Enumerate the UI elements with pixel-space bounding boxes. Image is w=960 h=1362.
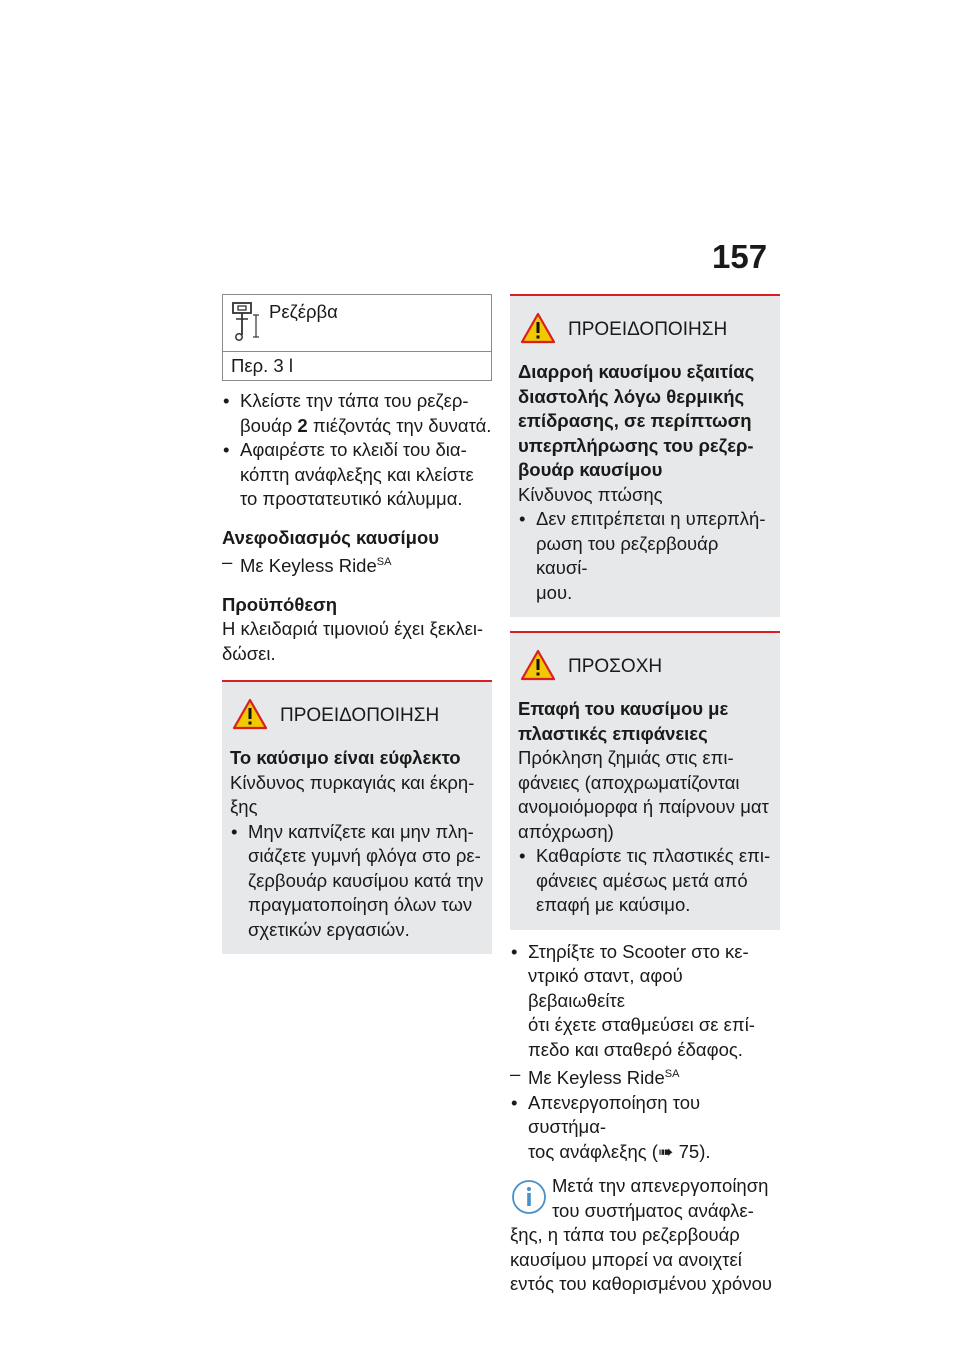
left-column — [222, 294, 492, 954]
info-text: Μετά την απενεργοποίηση του συστήματος ανάφλε- ξης, η τάπα του ρεζερβουάρ καυσίμου μπορεί να ανοιχτεί εντός του καθορισμένου χρόνου — [510, 1175, 772, 1294]
list-item: • Κλείστε την τάπα του ρεζερ- βουάρ 2 πιέζοντάς την δυνατά. — [222, 389, 492, 438]
warning-label: ΠΡΟΕΙΔΟΠΟΙΗΣΗ — [568, 319, 728, 340]
prerequisite-text: Η κλειδαριά τιμονιού έχει ξεκλει- δώσει. — [222, 618, 484, 664]
page-reference-arrow-icon: ➠ — [657, 1140, 674, 1162]
spec-table — [222, 294, 492, 381]
section-heading: Ανεφοδιασμός καυσίμου — [222, 526, 440, 548]
warning-heading: Διαρροή καυσίμου εξαιτίας διαστολής λόγω θερμικής επίδρασης, σε περίπτωση υπερπλήρωσης του ρεζερ- βουάρ καυσίμου — [518, 361, 755, 480]
caution-risk: Πρόκληση ζημιάς στις επι- φάνειες (αποχρωματίζονται ανομοιόμορφα ή παίρνουν ματ απόχρωση) — [518, 747, 769, 842]
warning-box — [222, 680, 492, 954]
spec-value: Περ. 3 l — [231, 355, 293, 376]
list-item: • Στηρίξτε το Scooter στο κε- ντρικό σταντ, αφού βεβαιωθείτε ότι έχετε σταθμεύσει σε επί- πεδο και σταθερό έδαφος. — [510, 940, 780, 1063]
caution-action: • Καθαρίστε τις πλαστικές επι- φάνειες αμέσως μετά από επαφή με καύσιμο. — [518, 844, 772, 918]
warning-triangle-icon — [232, 698, 268, 735]
warning-box — [510, 294, 780, 617]
warning-heading: Το καύσιμο είναι εύφλεκτο — [230, 747, 461, 768]
list-item: • Απενεργοποίηση του συστήμα- τος ανάφλεξης (➠ 75). — [510, 1091, 780, 1165]
warning-label: ΠΡΟΕΙΔΟΠΟΙΗΣΗ — [280, 705, 440, 726]
info-icon — [510, 1178, 548, 1221]
info-note — [510, 1174, 780, 1297]
prerequisite-heading: Προϋπόθεση — [222, 593, 338, 615]
warning-risk: Κίνδυνος πτώσης — [518, 483, 663, 505]
list-item: • Αφαιρέστε το κλειδί του δια- κόπτη ανάφλεξης και κλείστε το προστατευτικό κάλυμμα. — [222, 438, 492, 512]
warning-action: • Μην καπνίζετε και μην πλη- σιάζετε γυμνή φλόγα στο ρε- ζερβουάρ καυσίμου κατά την πραγματοποίηση όλων των σχετικών εργασιών. — [230, 820, 484, 943]
keyless-note: – Με Keyless Ride$^{SA}$ — [510, 1062, 780, 1091]
warning-triangle-icon — [520, 312, 556, 349]
caution-heading: Επαφή του καυσίμου με πλαστικές επιφάνειες — [518, 698, 729, 744]
warning-risk: Κίνδυνος πυρκαγιάς και έκρη- ξης — [230, 771, 475, 817]
right-column — [510, 294, 780, 1297]
warning-action: • Δεν επιτρέπεται η υπερπλή- ρωση του ρεζερβουάρ καυσί- μου. — [518, 507, 772, 605]
page-reference-link[interactable]: 75). — [673, 1140, 711, 1162]
caution-triangle-icon — [520, 649, 556, 686]
caution-box — [510, 631, 780, 930]
spec-title: Ρεζέρβα — [269, 301, 338, 322]
fuel-reserve-icon — [223, 295, 267, 351]
caution-label: ΠΡΟΣΟΧΗ — [568, 656, 663, 677]
page-number: 157 — [712, 238, 768, 275]
keyless-note: – Με Keyless Ride$^{SA}$ — [222, 550, 492, 579]
